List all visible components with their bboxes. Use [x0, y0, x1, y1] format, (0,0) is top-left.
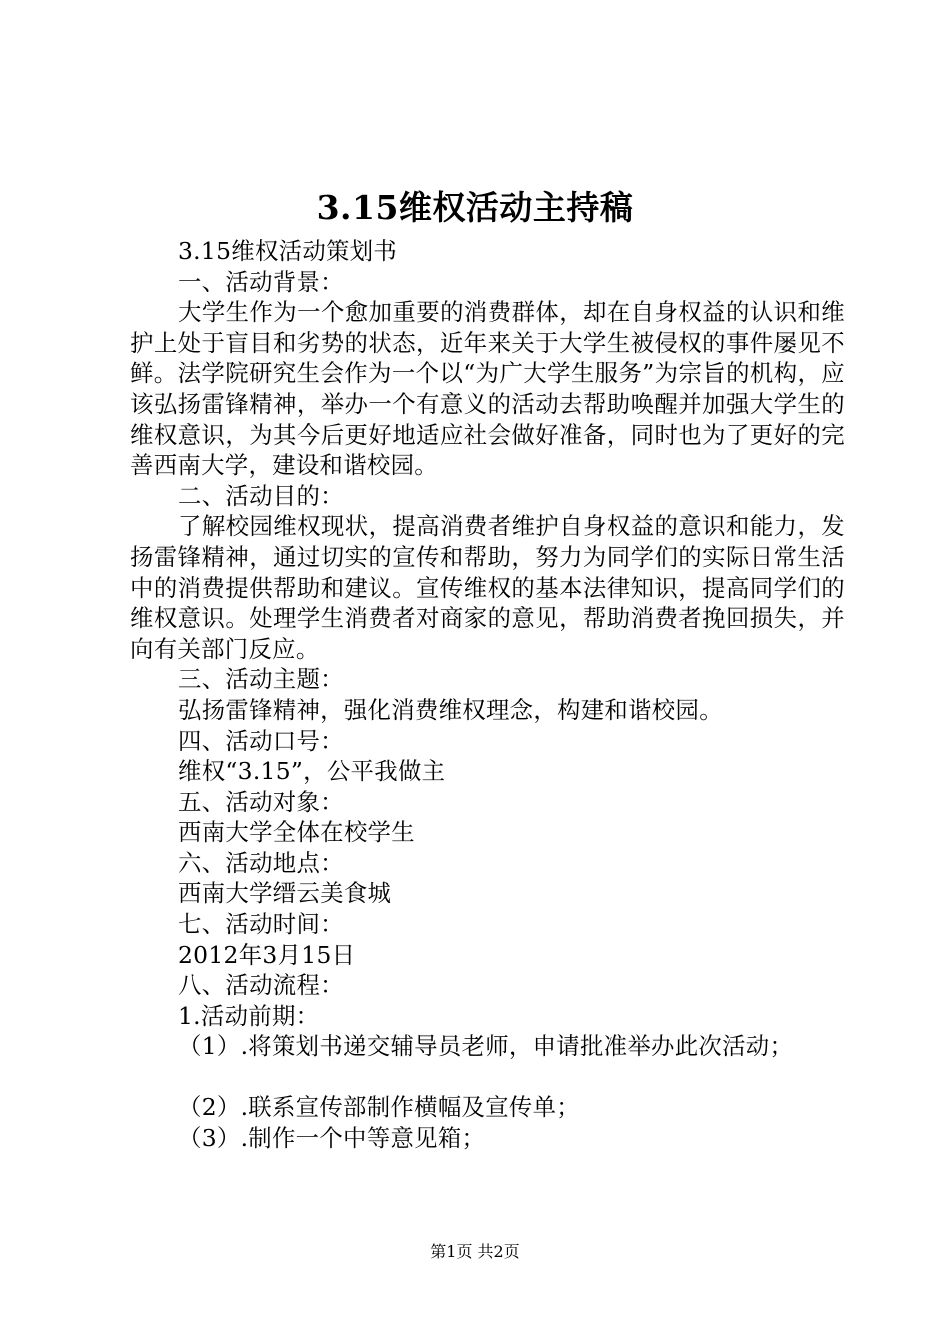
section-heading-goal: 二、活动目的： — [178, 481, 344, 510]
flow-subheading: 1.活动前期： — [178, 1001, 320, 1030]
flow-item: （2）.联系宣传部制作横幅及宣传单； — [178, 1093, 580, 1122]
time-text: 2012年3月15日 — [178, 940, 356, 969]
flow-item: （1）.将策划书递交辅导员老师，申请批准举办此次活动； — [178, 1032, 794, 1061]
page-footer: 第1页 共2页 — [430, 1242, 520, 1261]
theme-text: 弘扬雷锋精神，强化消费维权理念，构建和谐校园。 — [178, 695, 723, 724]
page-title: 3.15维权活动主持稿 — [316, 188, 634, 227]
background-paragraph: 大学生作为一个愈加重要的消费群体，却在自身权益的认识和维护上处于盲目和劣势的状态，近年来关于大学生被侵权的事件屡见不鲜。法学院研究生会作为一个以“为广大学生服务”为宗旨的机构，应该弘扬雷锋精神，举办一个有意义的活动去帮助唤醒并加强大学生的维权意识，为其今后更好地适应社会做好准备，同时也为了更好的完善西南大学，建设和谐校园。 — [130, 298, 845, 480]
place-text: 西南大学缙云美食城 — [178, 879, 392, 908]
goal-paragraph: 了解校园维权现状，提高消费者维护自身权益的意识和能力，发扬雷锋精神，通过切实的宣传和帮助，努力为同学们的实际日常生活中的消费提供帮助和建议。宣传维权的基本法律知识，提高同学们的维权意识。处理学生消费者对商家的意见，帮助消费者挽回损失，并向有关部门反应。 — [130, 512, 845, 663]
slogan-text: 维权“3.15”，公平我做主 — [178, 757, 446, 786]
section-heading-background: 一、活动背景： — [178, 267, 344, 296]
section-heading-slogan: 四、活动口号： — [178, 726, 344, 755]
section-heading-place: 六、活动地点： — [178, 848, 344, 877]
subtitle: 3.15维权活动策划书 — [178, 237, 398, 265]
flow-item: （3）.制作一个中等意见箱； — [178, 1123, 486, 1152]
section-heading-theme: 三、活动主题： — [178, 665, 344, 694]
document-body — [130, 236, 845, 1153]
section-heading-flow: 八、活动流程： — [178, 971, 344, 1000]
section-heading-time: 七、活动时间： — [178, 910, 344, 939]
target-text: 西南大学全体在校学生 — [178, 818, 415, 847]
section-heading-target: 五、活动对象： — [178, 787, 344, 816]
